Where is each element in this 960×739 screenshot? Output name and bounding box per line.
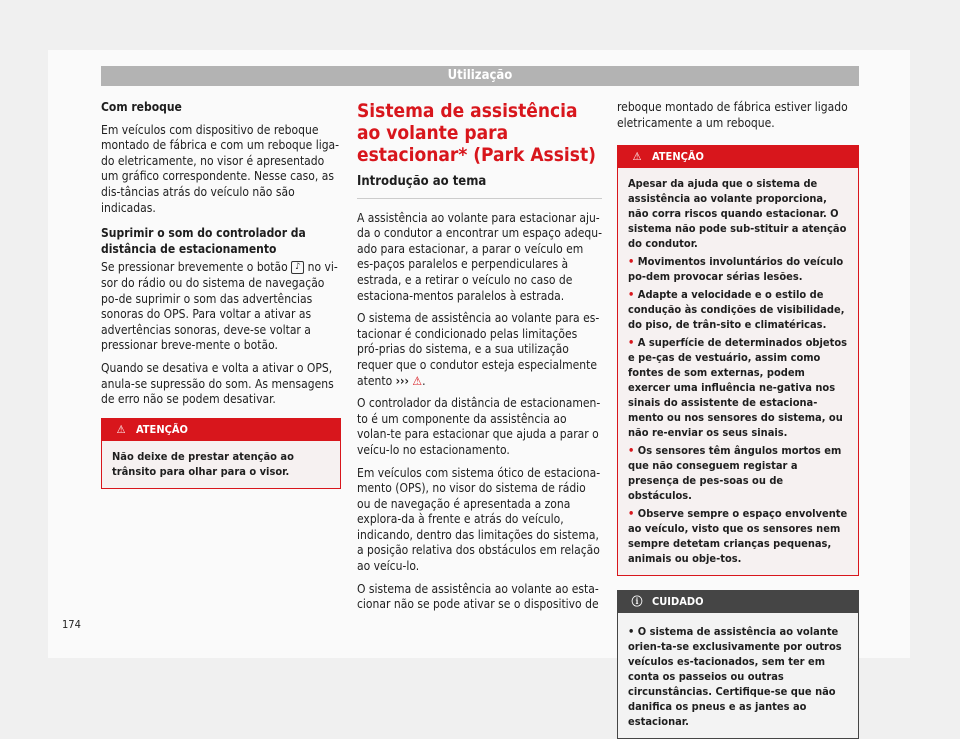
paragraph-part: O sistema de assistência ao volante para es-tacionar é condicionado pelas limitações pró-prias do sistema, e a sua utilização requer que o condutor esteja especialmente atento xyxy=(357,311,600,388)
column-left xyxy=(101,100,341,489)
warning-header xyxy=(102,419,340,441)
heading-with-trailer: Com reboque xyxy=(101,100,182,114)
paragraph-part: Se pressionar brevemente o botão xyxy=(101,260,288,275)
paragraph: Em veículos com dispositivo de reboque montado de fábrica e com um reboque liga-do eletricamente, no visor é apresentado um gráfico correspondente. Nesse caso, as dis-tâncias atrás do veículo não são indicadas. xyxy=(101,122,340,215)
paragraph: Em veículos com sistema ótico de estaciona-mento (OPS), no visor do sistema de rádio ou de navegação é apresentada a zona explora-da à frente e atrás do veículo, indicando, dentro das limitações do sistema, a posição relativa dos obstáculos em relação ao veícu-lo. xyxy=(357,465,601,574)
bullet-icon: • xyxy=(628,336,635,350)
paragraph: A assistência ao volante para estacionar aju-da o condutor a encontrar um espaço adequ-ado para estacionar, a parar o veículo em es-paços paralelos e perpendiculares à estrada, e a retirar o veículo no caso de estaciona-mentos paralelos à estrada. xyxy=(357,210,602,303)
column-middle xyxy=(357,100,602,620)
list-item xyxy=(628,624,848,729)
warning-box xyxy=(101,418,341,489)
list-item-text: Os sensores têm ângulos mortos em que não conseguem registar a presença de pes-soas ou de obstáculos. xyxy=(628,444,842,503)
bullet-icon: • xyxy=(628,507,635,521)
warning-triangle-icon[interactable]: ⚠ xyxy=(412,373,423,388)
section-header: Utilização xyxy=(101,66,859,86)
info-circle-icon: ⓘ xyxy=(631,595,643,609)
list-item-text: Adapte a velocidade e o estilo de condução às condições de visibilidade, do piso, de trân-sito e climatéricas. xyxy=(628,288,845,332)
caution-box xyxy=(617,590,859,739)
list-item xyxy=(628,254,848,284)
page-number: 174 xyxy=(62,618,81,631)
list-item xyxy=(628,335,848,440)
caution-label: CUIDADO xyxy=(652,595,704,609)
warning-text xyxy=(618,168,858,575)
warning-header xyxy=(618,146,858,168)
heading-mute-sound: Suprimir o som do controlador da distância de estacionamento xyxy=(101,226,306,256)
bullet-icon: • xyxy=(628,255,635,269)
paragraph-part: no vi-sor do rádio ou do sistema de navegação po-de suprimir o som das advertências sonoras do OPS. Para voltar a ativar as advertências sonoras, deve-se voltar a pressionar breve-mente o botão. xyxy=(101,260,338,353)
list-item-text: A superfície de determinados objetos e pe-ças de vestuário, assim como fontes de som externas, podem exercer uma influência ne-gativa nos sinais do assistente de estaciona-mento ou nos sensores do sistema, ou não re-enviar os seus sinais. xyxy=(628,336,848,440)
list-item-text: Observe sempre o espaço envolvente ao veículo, visto que os sensores nem sempre detetam crianças pequenas, animais ou obje-tos. xyxy=(628,507,848,566)
paragraph: O controlador da distância de estacionamen-to é um componente da assistência ao volan-te para estacionar que ajuda a parar o veícu-lo no estacionamento. xyxy=(357,396,601,457)
section-subtitle: Introdução ao tema xyxy=(357,174,602,199)
caution-header xyxy=(618,591,858,613)
warning-triangle-icon: ⚠ xyxy=(116,422,126,436)
warning-label: ATENÇÃO xyxy=(652,150,704,164)
bullet-icon: • xyxy=(628,625,635,639)
list-item xyxy=(628,506,848,566)
warning-text: Não deixe de prestar atenção ao trânsito para olhar para o visor. xyxy=(102,441,340,488)
warning-intro: Apesar da ajuda que o sistema de assistência ao volante proporciona, não corra riscos quando estacionar. O sistema não pode sub-stituir a atenção do condutor. xyxy=(628,177,847,251)
warning-box xyxy=(617,145,859,576)
paragraph: O sistema de assistência ao volante para es-tacionar é condicionado pelas limitações pró-prias do sistema, e a sua utilização requer que o condutor esteja especialmente atento ››› ⚠. xyxy=(357,311,600,388)
paragraph: reboque montado de fábrica estiver ligado eletricamente a um reboque. xyxy=(617,100,848,130)
caution-text xyxy=(618,613,858,738)
list-item-text: Movimentos involuntários do veículo po-dem provocar sérias lesões. xyxy=(628,255,844,284)
reference-arrows[interactable]: ››› xyxy=(395,373,409,388)
list-item xyxy=(628,287,848,332)
bullet-icon: • xyxy=(628,444,635,458)
section-title: Sistema de assistência ao volante para estacionar* (Park Assist) xyxy=(357,100,596,166)
bullet-icon: • xyxy=(628,288,635,302)
list-item xyxy=(628,443,848,503)
list-item-text: O sistema de assistência ao volante orien-ta-se exclusivamente por outros veículos es-tacionados, sem ter em conta os passeios ou outras circunstâncias. Certifique-se que não danifica os pneus e as jantes ao estacionar. xyxy=(628,625,842,729)
warning-label: ATENÇÃO xyxy=(136,422,188,436)
mute-button-icon: ♪ xyxy=(291,261,304,274)
paragraph xyxy=(101,260,341,354)
paragraph: O sistema de assistência ao volante ao esta-cionar não se pode ativar se o dispositivo de xyxy=(357,581,599,612)
paragraph: Quando se desativa e volta a ativar o OPS, anula-se supressão do som. As mensagens de erro não se podem desativar. xyxy=(101,360,334,407)
column-right xyxy=(617,100,859,739)
warning-triangle-icon: ⚠ xyxy=(632,150,642,164)
